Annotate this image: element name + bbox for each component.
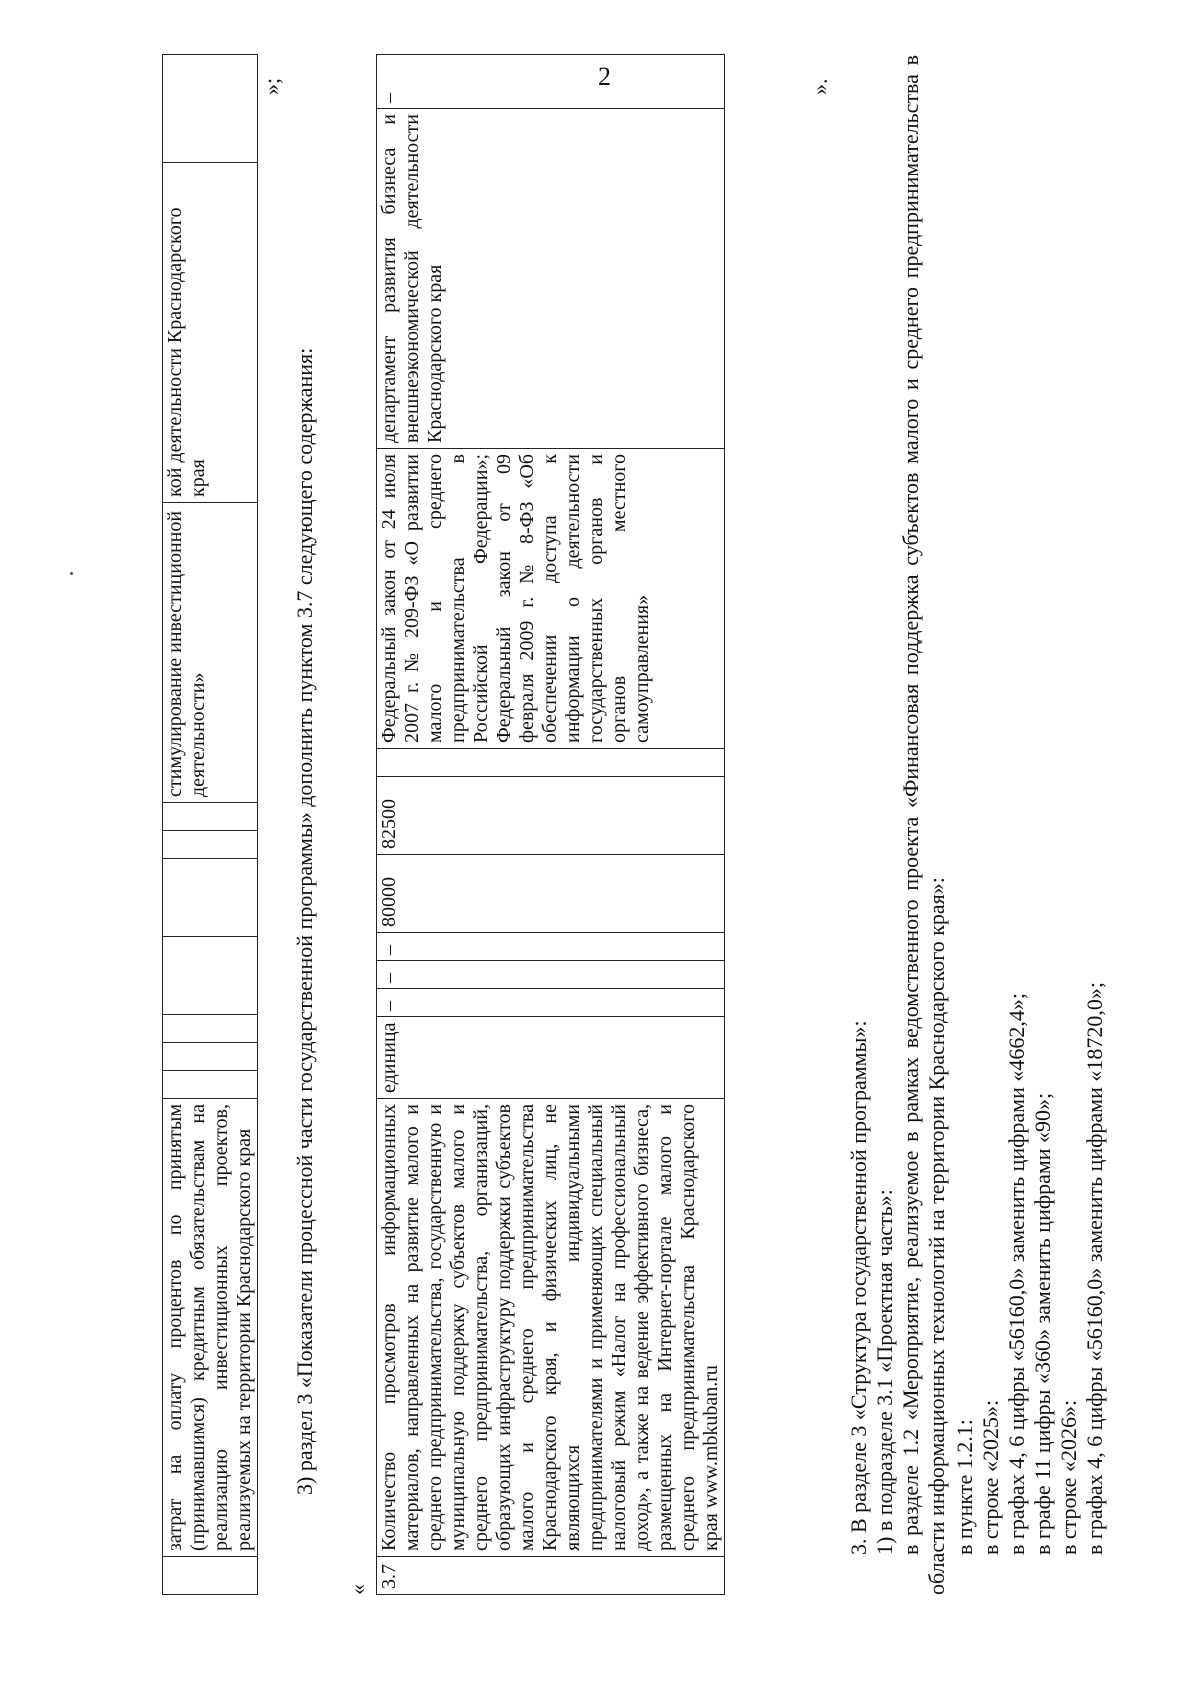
value-cell: – xyxy=(377,933,725,961)
text-line: в строке «2025»: xyxy=(978,1399,1003,1555)
cell xyxy=(163,831,258,859)
open-quote: « xyxy=(345,1584,370,1595)
cell-legal-basis: стимулирование инвестиционной деятельности» xyxy=(163,503,258,803)
text-line: в графе 11 цифры «360» заменить цифрами «90»; xyxy=(1030,1092,1055,1555)
page-number: 2 xyxy=(598,62,611,91)
value-cell: – xyxy=(377,961,725,989)
cell xyxy=(163,1071,258,1099)
cell xyxy=(163,937,258,1015)
top-table-row xyxy=(163,55,258,1595)
value-cell: 82500 xyxy=(377,777,725,855)
indicator-name: Количество просмотров информационных материалов, направленных на развитие малого и среднего предпринимательства, государственную и муниципальную поддержку субъектов малого и среднего предпринимательства, организаций, образующих инфраструктуру поддержки субъектов малого и среднего предпринимательства Краснодарского края, и физических лиц, не являющихся индивидуальными предпринимателями и применяющих специальный налоговый режим «Налог на профессиональный доход», а также на ведение эффективного бизнеса, размещенных на Интернет-портале малого и среднего предпринимательства Краснодарского края www.mbkuban.ru xyxy=(377,1099,725,1557)
cell xyxy=(163,1015,258,1043)
section-heading: 3. В разделе 3 «Структура государственной программы»: xyxy=(846,1020,871,1555)
cell xyxy=(163,1043,258,1071)
intro-paragraph: 3) раздел 3 «Показатели процессной части государственной программы» дополнить пунктом 3.7 следующего содержания: xyxy=(292,347,317,1495)
scan-speck xyxy=(70,572,73,575)
unit-cell: единица xyxy=(377,1017,725,1099)
close-quote-main: ». xyxy=(807,78,832,95)
cell xyxy=(163,1557,258,1595)
cell-responsible: кой деятельности Краснодарского края xyxy=(163,163,258,503)
close-quote-top: »; xyxy=(259,77,284,95)
empty-cell xyxy=(377,749,725,777)
indicator-table xyxy=(376,54,725,1595)
cell xyxy=(163,55,258,163)
text-line: в пункте 1.2.1: xyxy=(952,1419,977,1555)
text-line: в графах 4, 6 цифры «56160,0» заменить цифрами «4662,4»; xyxy=(1004,993,1029,1555)
value-cell: 80000 xyxy=(377,855,725,933)
responsible-cell: департамент развития бизнеса и внешнеэкономической деятельности Краснодарского края xyxy=(377,109,725,449)
cell xyxy=(163,803,258,831)
text-line: в графах 4, 6 цифры «56160,0» заменить цифрами «18720,0»; xyxy=(1082,982,1107,1555)
legal-basis-cell: Федеральный закон от 24 июля 2007 г. № 209-ФЗ «О развитии малого и среднего предпринимательства в Российской Федерации»; Федеральный закон от 09 февраля 2009 г. № 8-ФЗ «Об обеспечении доступа к информации о деятельности государственных органов и органов местного самоуправления» xyxy=(377,449,725,749)
indicator-row-3-7 xyxy=(377,55,725,1595)
row-number: 3.7 xyxy=(377,1557,725,1595)
cell-indicator: затрат на оплату процентов по принятым (принимавшимся) кредитным обязательствам на реализацию инвестиционных проектов, реализуемых на территории Краснодарского края xyxy=(163,1099,258,1557)
top-table xyxy=(162,54,258,1595)
cell xyxy=(163,859,258,937)
last-cell: – xyxy=(377,55,725,109)
rotated-page-content xyxy=(130,55,1200,1665)
text-line: в строке «2026»: xyxy=(1056,1399,1081,1555)
section-paragraph: в разделе 1.2 «Мероприятие, реализуемое в рамках ведомственного проекта «Финансовая поддержка субъектов малого и среднего предпринимательства в области информационных технологий на территории Краснодарского края»: xyxy=(898,55,949,1595)
subsection-item: 1) в подразделе 3.1 «Проектная часть»: xyxy=(872,1189,897,1555)
value-cell: – xyxy=(377,989,725,1017)
